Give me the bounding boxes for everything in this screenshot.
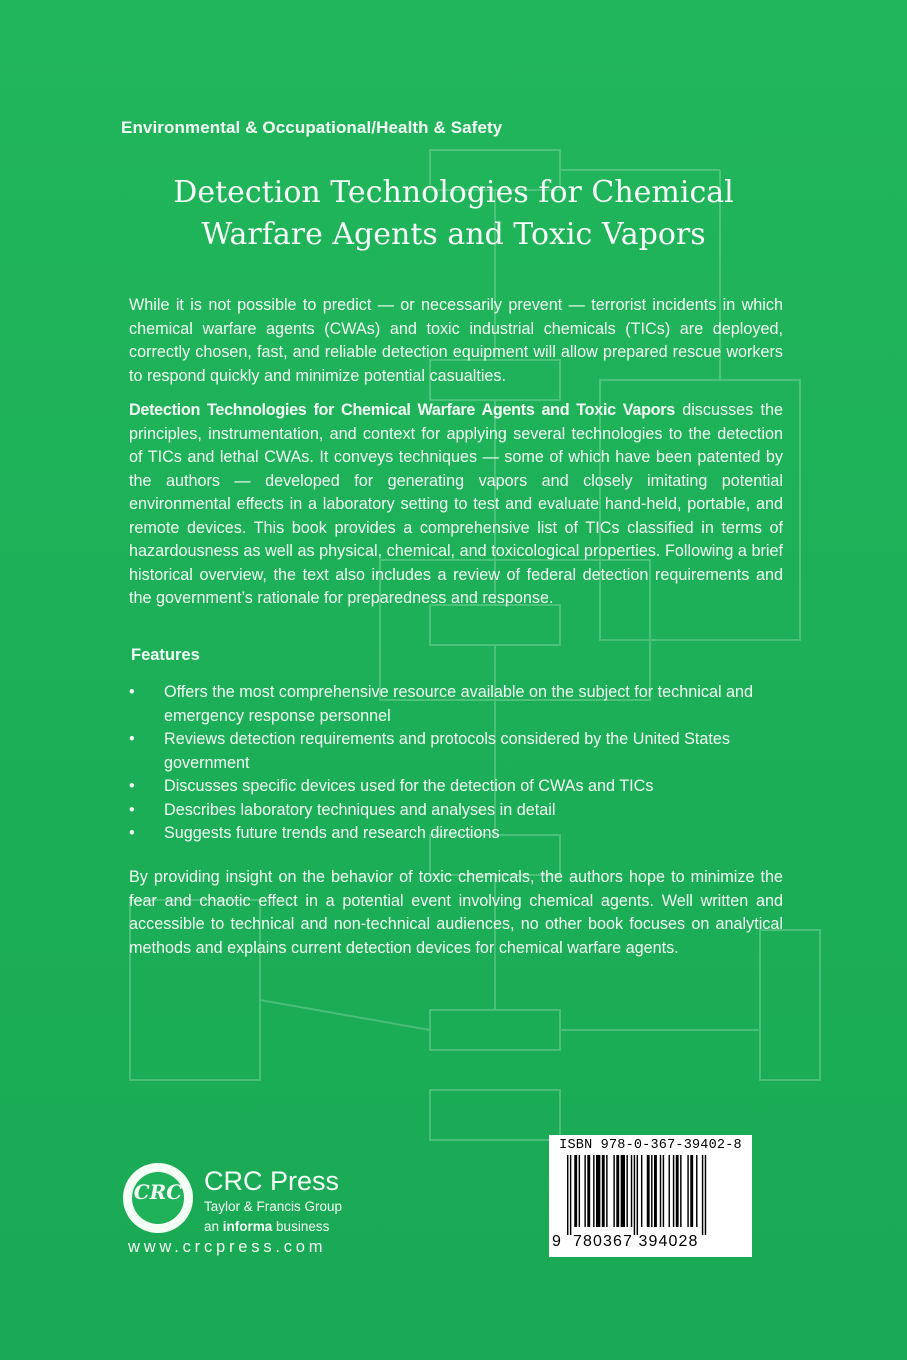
publisher-website: www.crcpress.com [128,1238,327,1256]
barcode-remaining-digits: 780367 394028 [573,1233,699,1250]
barcode-bar [626,1155,627,1227]
informa-suffix: business [272,1219,330,1234]
barcode-bar [574,1155,577,1227]
publisher-informa [204,1219,329,1234]
feature-text: Describes laboratory techniques and analyses in detail [164,800,556,819]
features-heading: Features [131,646,200,664]
feature-text: Reviews detection requirements and protocols considered by the United States government [164,730,730,772]
barcode-bar [637,1155,638,1235]
feature-item [129,728,789,775]
barcode-bar [593,1155,594,1227]
barcode-bar [596,1155,600,1227]
bullet-icon: • [129,683,135,701]
barcode-bar [647,1155,650,1227]
barcode-bar [702,1155,703,1235]
feature-item [129,681,789,728]
features-list [129,681,789,846]
publisher-name: CRC Press [204,1166,340,1196]
feature-item [129,799,789,823]
isbn-barcode [549,1135,752,1257]
barcode-first-digit: 9 [552,1233,561,1250]
barcode-bar [621,1155,625,1227]
crc-logo [123,1163,193,1233]
informa-brand: informa [222,1219,273,1234]
barcode-bar [634,1155,635,1235]
barcode-bar [690,1155,693,1227]
bullet-icon: • [129,800,135,819]
barcode-bar [696,1155,697,1227]
barcode-bar [673,1155,674,1227]
barcode-bar [654,1155,657,1227]
barcode-bars [553,1155,748,1235]
crc-logo-text: CRC [133,1180,183,1204]
informa-prefix: an [204,1219,223,1234]
barcode-bar [602,1155,605,1227]
book-title [60,172,847,256]
description-body: discusses the principles, instrumentation, and context for applying several technologies to the detection of TICs and lethal CWAs. It conveys techniques — some of which have been patented by the authors — developed for generating vapors and closely imitating potential environmental effects in a laboratory setting to test and evaluate hand-held, portable, and remote devices. This book provides a comprehensive list of TICs classified in terms of hazardousness as well as physical, chemical, and toxicological properties. Following a brief historical overview, the text also includes a review of federal detection requirements and the government’s rationale for preparedness and response. [129,401,784,607]
barcode-bar [669,1155,670,1227]
feature-text: Discusses specific devices used for the detection of CWAs and TICs [164,777,654,795]
barcode-bar [613,1155,614,1227]
barcode-bar [680,1155,681,1227]
bullet-icon: • [129,730,135,748]
feature-item [129,775,789,799]
barcode-bar [705,1155,706,1235]
book-title-line-1: Detection Technologies for Chemical [173,175,734,210]
barcode-bar [663,1155,664,1227]
book-title-line-2: Warfare Agents and Toxic Vapors [201,217,706,252]
closing-paragraph: By providing insight on the behavior of toxic chemicals, the authors hope to minimize the fear and chaotic effect in a potential event involving chemical agents. Well written and accessible to technical and non-technical audiences, no other book focuses on analytical methods and explains current detection devices for chemical warfare agents. [129,868,783,957]
barcode-bar [584,1155,585,1227]
barcode-bar [631,1155,632,1227]
description-paragraph [129,399,783,611]
feature-text: Suggests future trends and research directions [164,824,500,842]
barcode-bar [660,1155,661,1227]
barcode-bar [676,1155,679,1227]
feature-item [129,822,789,846]
intro-paragraph: While it is not possible to predict — or necessarily prevent — terrorist incidents in which chemical warfare agents (CWAs) and toxic industrial chemicals (TICs) are deployed, correctly chosen, fast, and reliable detection equipment will allow prepared rescue workers to respond quickly and minimize potential casualties. [129,296,783,385]
barcode-bar [567,1155,568,1235]
barcode-bar [641,1155,642,1227]
barcode-bar [587,1155,590,1227]
barcode-bar [606,1155,607,1227]
barcode-bar [651,1155,652,1227]
publisher-group: Taylor & Francis Group [204,1199,343,1214]
barcode-bar [579,1155,580,1227]
series-label: Environmental & Occupational/Health & Safety [121,118,503,137]
bullet-icon: • [129,777,135,795]
barcode-bar [687,1155,688,1227]
description-lead-title: Detection Technologies for Chemical Warfare Agents and Toxic Vapors [129,401,675,419]
feature-text: Offers the most comprehensive resource available on the subject for technical and emergency response personnel [164,683,754,725]
barcode-bar [616,1155,619,1227]
barcode-bar [570,1155,571,1235]
bullet-icon: • [129,824,135,842]
isbn-number: ISBN 978-0-367-39402-8 [559,1138,742,1153]
